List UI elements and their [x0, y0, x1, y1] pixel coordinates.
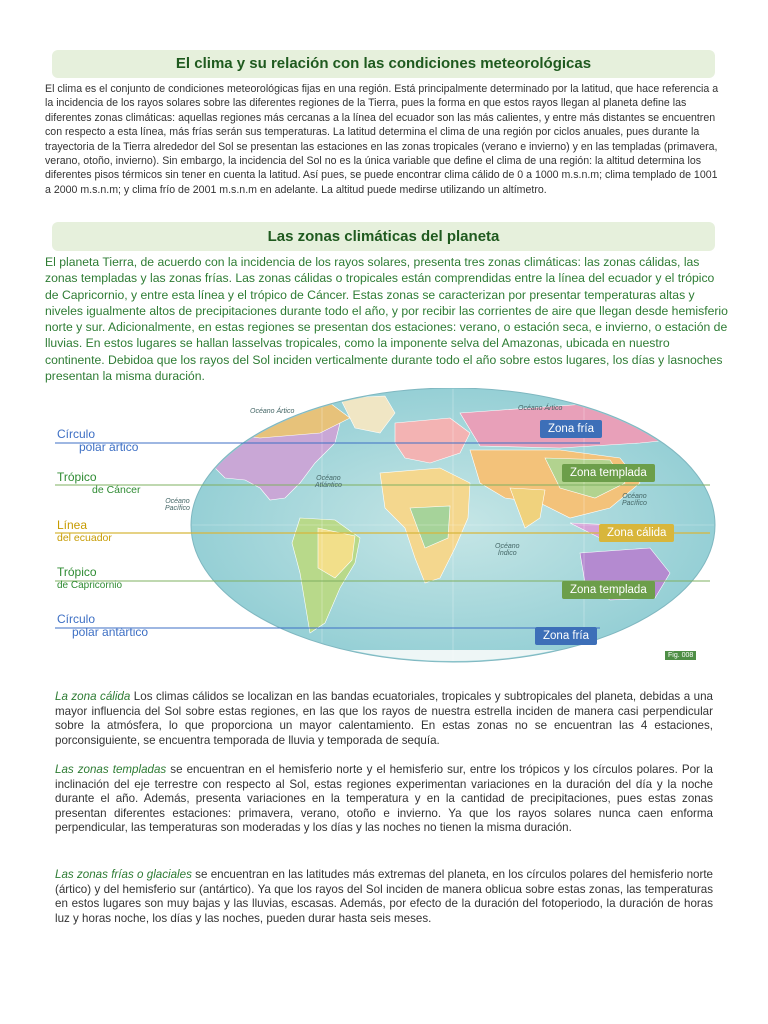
- ocean-indico: Océano Índico: [495, 543, 520, 557]
- zone-templada-norte: Zona templada: [562, 464, 655, 482]
- section-zonas-frias: [55, 868, 713, 926]
- term-zonas-templadas: Las zonas templadas: [55, 763, 167, 776]
- text-zonas-templadas: se encuentran en el hemisferio norte y el hemisferio sur, entre los trópicos y los círculos polares. Por la inclinación del eje terrestre con respecto al Sol, estas regiones experimentan variaciones en la duración del día y la noche durante el año. Además, presenta variaciones en la temperatura y en la cantidad de precipitaciones, pues estas zonas presentan diferentes estaciones: primavera, verano, otoño e invierno. Ya que los rayos solares nunca caen enforma perpendicular, las temperaturas son moderadas y los días y las noches no tienen la misma duración.: [55, 763, 713, 835]
- ocean-pacifico-right: Océano Pacífico: [622, 493, 647, 507]
- ocean-artico-right: Océano Ártico: [518, 405, 563, 412]
- world-climate-map: [0, 388, 768, 678]
- term-zona-calida: La zona cálida: [55, 690, 131, 703]
- text-zona-calida: Los climas cálidos se localizan en las bandas ecuatoriales, tropicales y subtropicales del planeta, debidas a una mayor influencia del Sol sobre estas regiones, en las que los rayos de nuestra estrella inciden de manera casi perpendicular sobre la atmósfera, lo que proporciona un mayor calentamiento. En estas zonas no se encuentran las 4 estaciones, porconsiguiente, se encuentra temporada de lluvia y temporada de sequía.: [55, 690, 713, 747]
- section-title-clima: El clima y su relación con las condiciones meteorológicas: [52, 50, 715, 78]
- text-zonas-frias: se encuentran en las latitudes más extremas del planeta, en los círculos polares del hemisferio norte (ártico) y del hemisferio sur (antártico). Ya que los rayos del Sol inciden de manera oblicua sobre estas zonas, las temperaturas en estos lugares son muy bajas y las lluvias, escasas. Además, por efecto de la duración del fotoperiodo, la duración de horas luz y horas noche, los días y las noches, pueden durar hasta seis meses.: [55, 868, 713, 925]
- ocean-pacifico-left: Océano Pacífico: [165, 498, 190, 512]
- section-zonas-templadas: [55, 763, 713, 836]
- term-zonas-frias: Las zonas frías o glaciales: [55, 868, 192, 881]
- label-circulo-polar-antartico: Círculo polar antártico: [57, 612, 149, 639]
- ocean-atlantico: Océano Atlántico: [315, 475, 342, 489]
- zone-fria-norte: Zona fría: [540, 420, 602, 438]
- zone-fria-sur: Zona fría: [535, 627, 597, 645]
- label-circulo-polar-artico: Círculo polar ártico: [57, 427, 139, 454]
- figure-number: Fig. 008: [665, 651, 696, 660]
- section-zona-calida: [55, 690, 713, 748]
- continent-antarctica: [190, 650, 720, 678]
- section-title-zonas: Las zonas climáticas del planeta: [52, 222, 715, 251]
- zone-templada-sur: Zona templada: [562, 581, 655, 599]
- paragraph-clima: El clima es el conjunto de condiciones meteorológicas fijas en una región. Está principalmente determinado por la latitud, que hace referencia a la incidencia de los rayos solares sobre las diferentes regiones de la Tierra, pues la forma en que estos rayos llegan al planeta define las diferentes zonas climáticas: aquellas regiones más cercanas a la línea del ecuador son las más calientes, y entre más distantes se encuentren con respecto a esta línea, más frías serán sus temperaturas. La latitud determina el clima de una región por ciclos anuales, pues durante la trayectoria de la Tierra alrededor del Sol se presentan las estaciones en las zonas tropicales (verano e invierno) y en las templadas (primavera, verano, otoño, invierno). Sin embargo, la incidencia del Sol no es la única variable que define el clima de una región: la altitud determina los diferentes pisos térmicos sin tener en cuenta la latitud. Así pues, se puede encontrar clima cálido de 0 a 1000 m.s.n.m; clima templado de 1001 a 2000 m.s.n.m; y clima frío de 2001 m.s.n.m en adelante. La altitud puede medirse utilizando un altímetro.: [45, 83, 719, 196]
- ocean-artico-left: Océano Ártico: [250, 408, 295, 415]
- label-linea-ecuador: Línea del ecuador: [57, 518, 112, 544]
- label-tropico-capricornio: Trópico de Capricornio: [57, 565, 123, 591]
- label-tropico-cancer: Trópico de Cáncer: [57, 470, 141, 496]
- zone-calida: Zona cálida: [599, 524, 674, 542]
- paragraph-zonas: El planeta Tierra, de acuerdo con la incidencia de los rayos solares, presenta tres zonas climáticas: las zonas cálidas, las zonas templadas y las zonas frías. Las zonas cálidas o tropicales están comprendidas entre la línea del ecuador y el trópico de Capricornio, y entre esta línea y el trópico de Cáncer. Estas zonas se caracterizan por presentar temperaturas altas y niveles igualmente altos de precipitaciones durante todo el año, y por recibir las corrientes de aire que llegan desde hemisferio norte y sur. Adicionalmente, en estas regiones se presentan dos estaciones: verano, o estación seca, e invierno, o estación de lluvias. En estos lugares se hallan lasselvas tropicales, como la imponente selva del Amazonas, ubicada en nuestro continente. Debidoa que los rayos del Sol inciden verticalmente durante todo el año sobre estos lugares, los días y lasnoches presentan la misma duración.: [45, 255, 728, 384]
